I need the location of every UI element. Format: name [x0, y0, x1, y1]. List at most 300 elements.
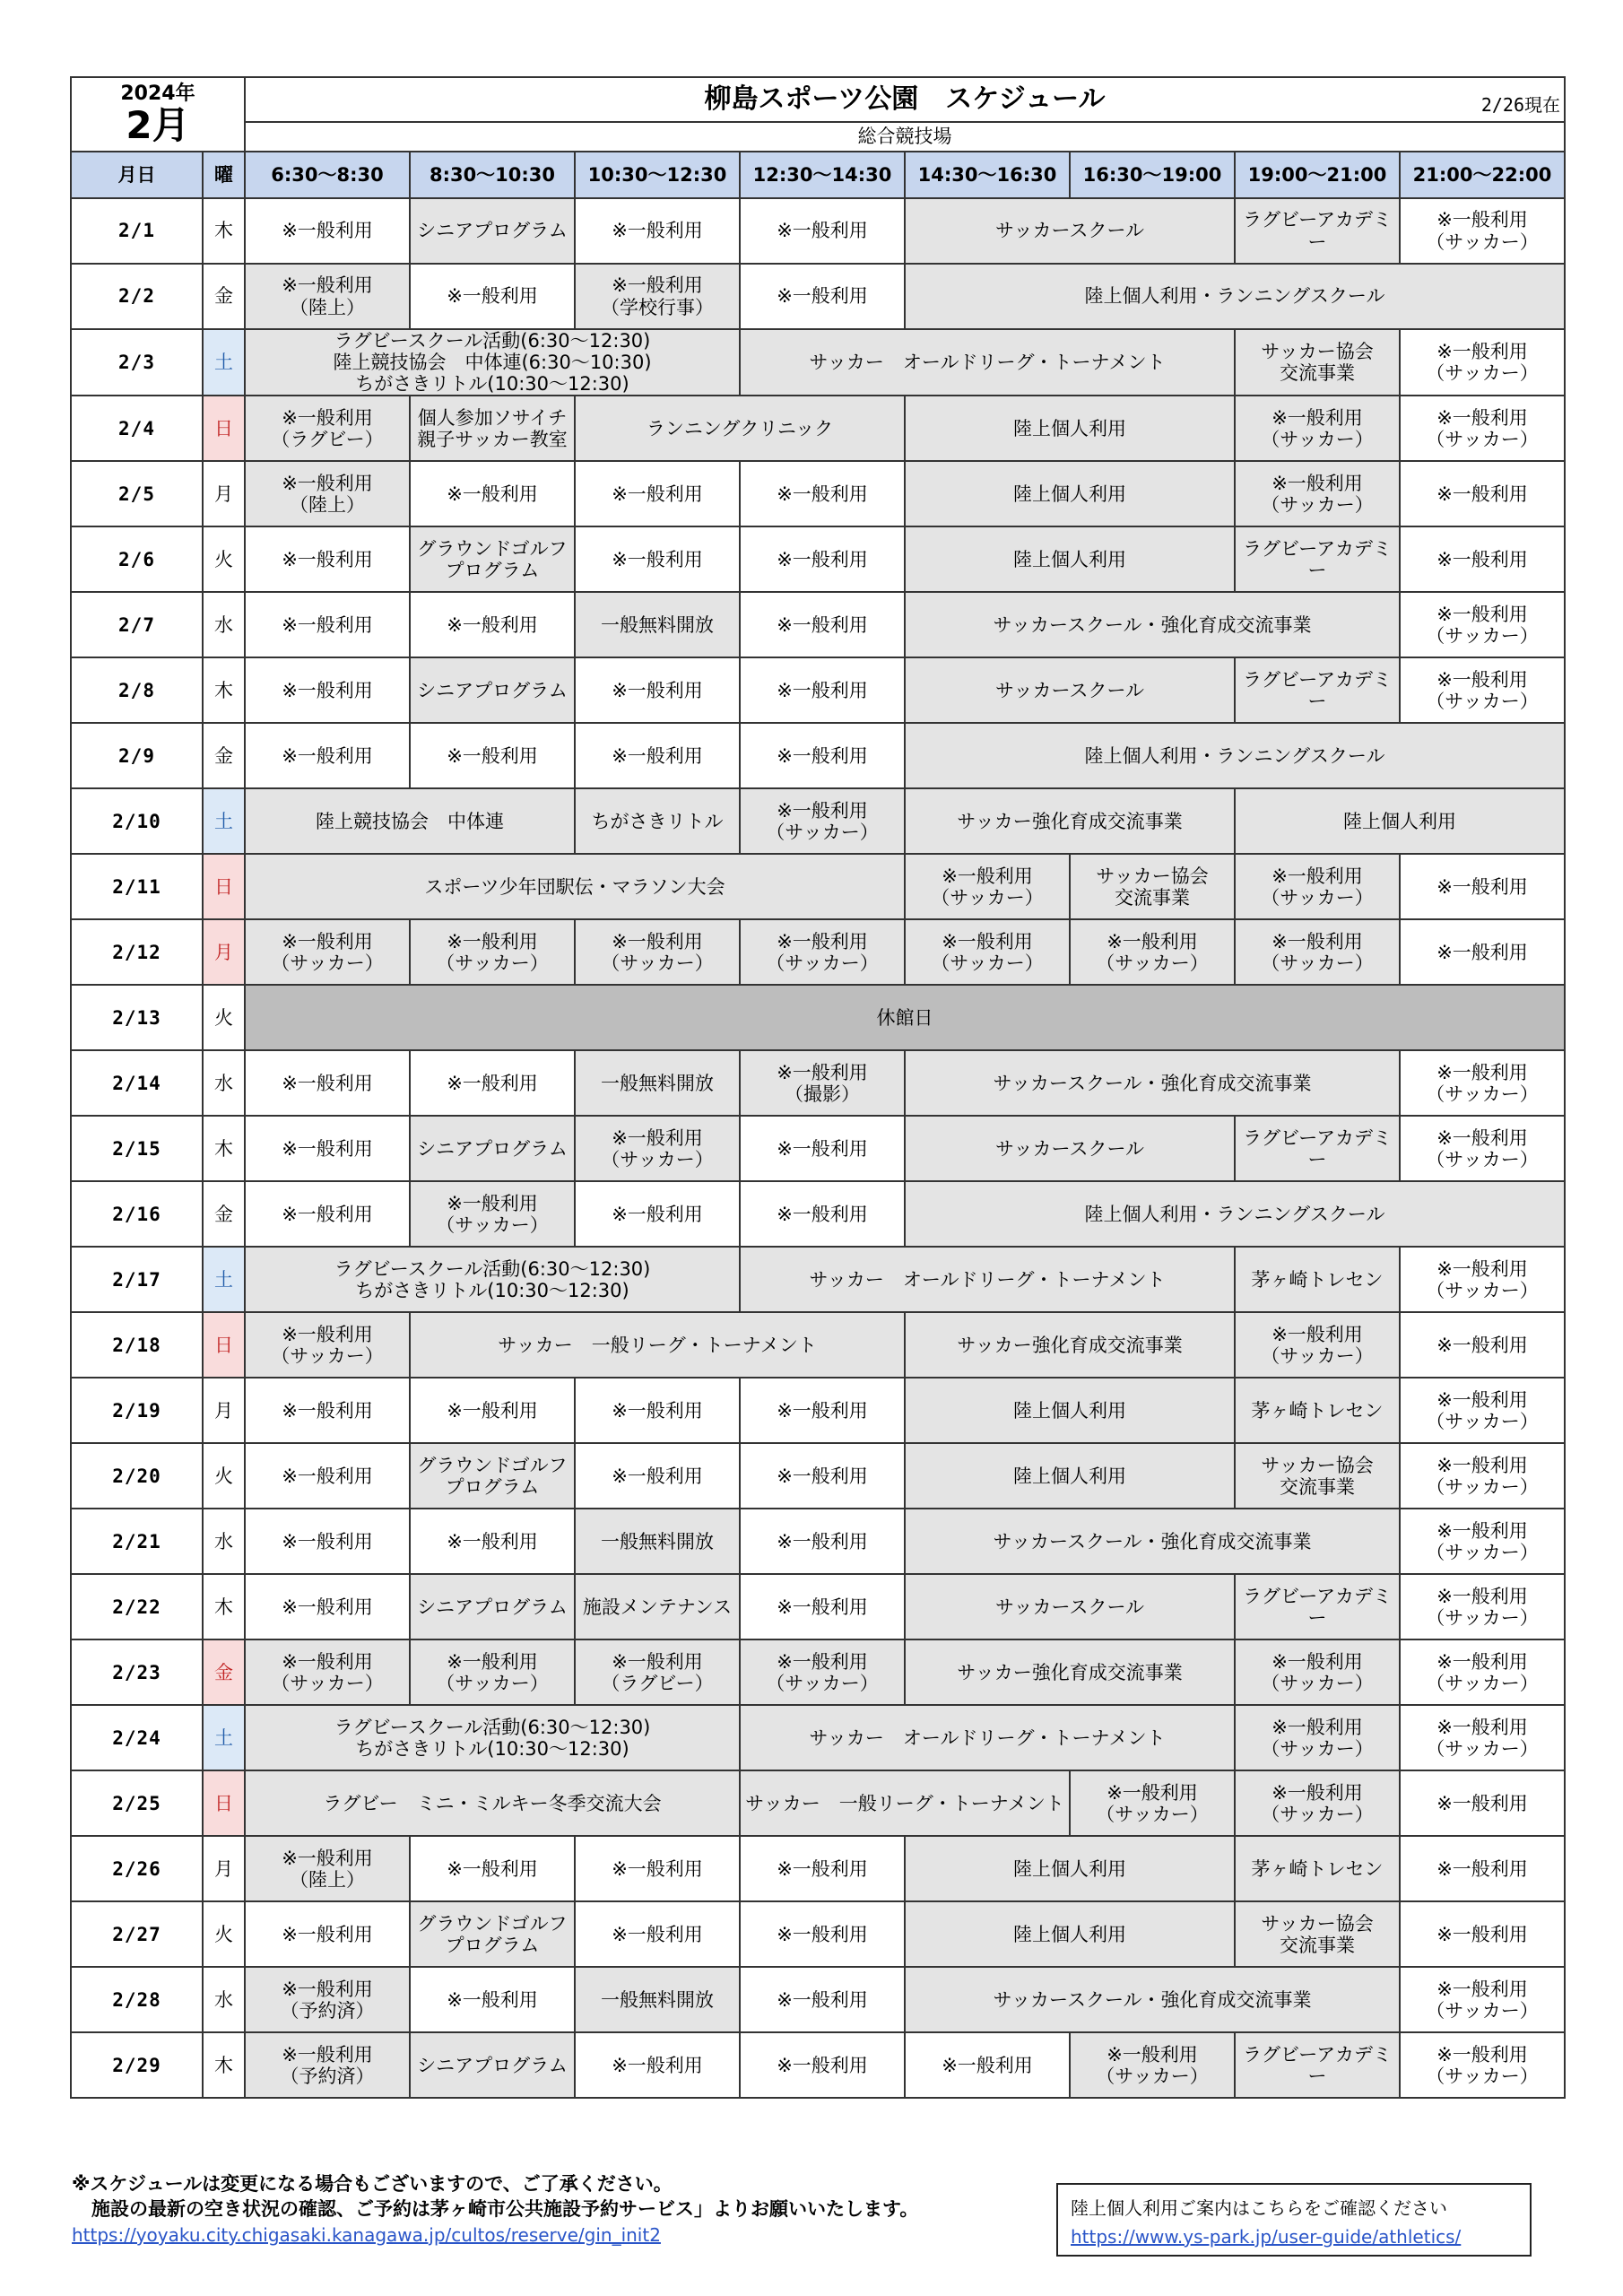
weekday-cell: 水 [203, 1967, 245, 2032]
slot-text: ※一般利用 （ラグビー） [601, 1650, 714, 1694]
slot-cell [1400, 1509, 1565, 1574]
slot-cell [905, 1901, 1235, 1967]
slot-cell [1235, 1378, 1400, 1443]
reservation-note: 施設の最新の空き状況の確認、ご予約は茅ヶ崎市公共施設予約サービス」よりお願いいたします。 [91, 2198, 919, 2220]
slot-cell [740, 1181, 905, 1247]
slot-cell [575, 592, 740, 657]
slot-cell [905, 264, 1565, 329]
closed-day-cell [245, 985, 1565, 1050]
slot-text: ※一般利用 （ラグビー） [271, 406, 384, 450]
slot-text: ※一般利用 [282, 1530, 373, 1552]
slot-cell [905, 198, 1235, 264]
slot-text: ※一般利用 （サッカー） [1261, 1650, 1374, 1694]
slot-text: ※一般利用 （サッカー） [766, 799, 879, 843]
slot-text: ※一般利用 [777, 1596, 868, 1618]
slot-cell [245, 592, 410, 657]
date-cell: 2/9 [71, 723, 203, 788]
slot-text: ※一般利用 （陸上） [282, 472, 373, 516]
slot-text: 陸上個人利用 [1013, 483, 1126, 505]
slot-text: シニアプログラム [417, 1596, 568, 1618]
slot-text: ラグビーアカデミー [1243, 2043, 1392, 2087]
slot-text: ※一般利用 [612, 679, 703, 701]
slot-text: ※一般利用 [1436, 483, 1528, 505]
slot-cell [245, 2032, 410, 2098]
slot-text: サッカースクール [994, 1137, 1145, 1160]
slot-text: ※一般利用 （陸上） [282, 274, 373, 318]
slot-text: サッカースクール・強化育成交流事業 [993, 1988, 1312, 2011]
slot-text: 茅ヶ崎トレセン [1251, 1399, 1384, 1422]
slot-cell [740, 264, 905, 329]
slot-text: ※一般利用 [282, 1137, 373, 1160]
slot-cell [905, 657, 1235, 723]
slot-cell [1400, 1705, 1565, 1770]
slot-cell [1400, 1116, 1565, 1181]
slot-cell [1235, 854, 1400, 919]
slot-text: ※一般利用 （サッカー） [931, 865, 1044, 909]
slot-text: 茅ヶ崎トレセン [1251, 1268, 1384, 1291]
date-cell: 2/18 [71, 1312, 203, 1378]
slot-text: ※一般利用 [612, 1399, 703, 1422]
slot-text: ちがさきリトル [591, 810, 724, 832]
slot-cell [1070, 854, 1235, 919]
weekday-cell: 土 [203, 1705, 245, 1770]
slot-cell [1235, 461, 1400, 526]
slot-text: ※一般利用 （サッカー） [1426, 1454, 1539, 1498]
slot-text: ※一般利用 [282, 744, 373, 767]
slot-text: ※一般利用 [282, 1072, 373, 1094]
slot-text: 陸上競技協会 中体連 [316, 810, 504, 832]
slot-cell [245, 1181, 410, 1247]
slot-cell [245, 1705, 740, 1770]
title-cell [245, 77, 1565, 122]
schedule-row [71, 1836, 1565, 1901]
slot-cell [245, 1050, 410, 1116]
date-cell: 2/20 [71, 1443, 203, 1509]
slot-text: ※一般利用 [612, 744, 703, 767]
slot-cell [410, 723, 575, 788]
slot-cell [740, 198, 905, 264]
slot-text: ※一般利用 [1436, 1334, 1528, 1356]
slot-text: サッカー 一般リーグ・トーナメント [745, 1792, 1064, 1814]
slot-text: ※一般利用 （学校行事） [601, 274, 714, 318]
schedule-row [71, 264, 1565, 329]
schedule-table [70, 76, 1566, 2099]
weekday-cell: 日 [203, 1312, 245, 1378]
slot-text: 陸上個人利用・ランニングスクール [1084, 1203, 1385, 1225]
slot-cell [575, 788, 740, 854]
slot-text: 個人参加ソサイチ 親子サッカー教室 [417, 406, 568, 450]
slot-cell [245, 264, 410, 329]
slot-text: ※一般利用 （サッカー） [436, 1192, 549, 1236]
slot-cell [1400, 1247, 1565, 1312]
slot-text: サッカー強化育成交流事業 [957, 1661, 1183, 1683]
schedule-row [71, 1639, 1565, 1705]
slot-text: シニアプログラム [417, 2054, 568, 2076]
col-header-slot-7: 19:00～21:00 [1235, 152, 1400, 198]
slot-cell [1235, 2032, 1400, 2098]
slot-text: ※一般利用 （サッカー） [1426, 2043, 1539, 2087]
slot-text: サッカースクール [994, 220, 1145, 242]
slot-text: ※一般利用 （予約済） [280, 1978, 375, 2022]
slot-cell [1235, 526, 1400, 592]
slot-cell [1400, 592, 1565, 657]
slot-cell [905, 1836, 1235, 1901]
header-row [71, 152, 1565, 198]
slot-text: サッカー協会 交流事業 [1261, 1454, 1374, 1498]
slot-cell [740, 657, 905, 723]
date-cell: 2/19 [71, 1378, 203, 1443]
slot-cell [740, 592, 905, 657]
slot-text: ※一般利用 （サッカー） [1426, 1585, 1539, 1629]
date-cell: 2/24 [71, 1705, 203, 1770]
slot-cell [740, 723, 905, 788]
slot-text: ※一般利用 （サッカー） [1426, 341, 1539, 385]
slot-cell [410, 1378, 575, 1443]
weekday-cell: 日 [203, 396, 245, 461]
schedule-row [71, 526, 1565, 592]
slot-cell [1235, 1443, 1400, 1509]
slot-cell [410, 1312, 905, 1378]
slot-cell [575, 1574, 740, 1639]
slot-text: ※一般利用 （サッカー） [1426, 209, 1539, 253]
reservation-link[interactable]: https://yoyaku.city.chigasaki.kanagawa.jp/cultos/reserve/gin_init2 [72, 2224, 661, 2246]
slot-text: ※一般利用 [282, 1923, 373, 1945]
slot-cell [740, 1509, 905, 1574]
schedule-row [71, 1116, 1565, 1181]
schedule-row [71, 396, 1565, 461]
slot-cell [905, 526, 1235, 592]
slot-text: ※一般利用 [282, 1465, 373, 1487]
schedule-row [71, 1443, 1565, 1509]
slot-cell [1235, 919, 1400, 985]
slot-cell [245, 1836, 410, 1901]
slot-text: ※一般利用 [282, 1596, 373, 1618]
slot-text: ※一般利用 （サッカー） [1261, 406, 1374, 450]
slot-cell [245, 919, 410, 985]
slot-text: ※一般利用 [447, 483, 538, 505]
slot-text: ※一般利用 [942, 2054, 1033, 2076]
slot-text: ラグビースクール活動(6:30～12:30) ちがさきリトル(10:30～12:30) [334, 1716, 651, 1760]
date-cell: 2/23 [71, 1639, 203, 1705]
slot-text: ラグビースクール活動(6:30～12:30) 陸上競技協会 中体連(6:30～10:30) ちがさきリトル(10:30～12:30) [333, 330, 652, 396]
slot-text: ※一般利用 [282, 548, 373, 570]
slot-cell [245, 1312, 410, 1378]
slot-text: ※一般利用 （サッカー） [1426, 1126, 1539, 1170]
date-cell: 2/4 [71, 396, 203, 461]
slot-cell [575, 461, 740, 526]
schedule-change-note: ※スケジュールは変更になる場合もございますので、ご了承ください。 [72, 2173, 673, 2195]
slot-cell [410, 592, 575, 657]
slot-text: 陸上個人利用 [1013, 1923, 1126, 1945]
slot-cell [1235, 1836, 1400, 1901]
schedule-row [71, 1050, 1565, 1116]
weekday-cell: 月 [203, 1836, 245, 1901]
date-cell: 2/6 [71, 526, 203, 592]
slot-text: ※一般利用 （予約済） [280, 2043, 375, 2087]
slot-text: ※一般利用 [282, 1399, 373, 1422]
slot-cell [575, 1181, 740, 1247]
slot-cell [575, 657, 740, 723]
slot-cell [245, 1574, 410, 1639]
slot-text: 陸上個人利用・ランニングスクール [1084, 285, 1385, 308]
weekday-cell: 木 [203, 1574, 245, 1639]
slot-text: ※一般利用 [447, 1857, 538, 1880]
schedule-row [71, 985, 1565, 1050]
year-month-cell [71, 77, 245, 152]
slot-text: 陸上個人利用 [1013, 1857, 1126, 1880]
slot-text: 茅ヶ崎トレセン [1251, 1857, 1384, 1880]
schedule-row [71, 1247, 1565, 1312]
date-cell: 2/1 [71, 198, 203, 264]
slot-cell [1235, 1312, 1400, 1378]
slot-text: サッカー協会 交流事業 [1096, 865, 1209, 909]
slot-cell [905, 1378, 1235, 1443]
slot-cell [245, 1639, 410, 1705]
slot-cell [1235, 198, 1400, 264]
athletics-info-title: 陸上個人利用ご案内はこちらをご確認ください [1071, 2197, 1447, 2219]
month-label: 2月 [126, 102, 190, 147]
slot-text: ※一般利用 （サッカー） [1426, 1978, 1539, 2022]
slot-text: ※一般利用 （サッカー） [1096, 1781, 1209, 1825]
schedule-row [71, 1574, 1565, 1639]
date-cell: 2/29 [71, 2032, 203, 2098]
slot-cell [740, 919, 905, 985]
slot-text: グラウンドゴルフ プログラム [417, 1912, 568, 1956]
schedule-row [71, 1378, 1565, 1443]
schedule-row [71, 788, 1565, 854]
slot-cell [410, 1574, 575, 1639]
slot-text: ※一般利用 （サッカー） [1426, 406, 1539, 450]
slot-cell [575, 919, 740, 985]
slot-cell [410, 1901, 575, 1967]
slot-text: サッカースクール [994, 1596, 1145, 1618]
slot-cell [905, 1639, 1235, 1705]
slot-text: ※一般利用 [447, 744, 538, 767]
slot-cell [1235, 1247, 1400, 1312]
slot-cell [740, 1967, 905, 2032]
slot-cell [1235, 1116, 1400, 1181]
slot-text: ※一般利用 （サッカー） [1261, 1716, 1374, 1760]
slot-cell [740, 329, 1235, 396]
col-header-slot-5: 14:30～16:30 [905, 152, 1070, 198]
slot-text: 一般無料開放 [601, 1072, 714, 1094]
slot-cell [740, 1247, 1235, 1312]
slot-cell [1235, 329, 1400, 396]
slot-cell [1235, 1639, 1400, 1705]
slot-cell [575, 1967, 740, 2032]
slot-cell [740, 1116, 905, 1181]
slot-text: ※一般利用 [1436, 941, 1528, 963]
slot-text: シニアプログラム [417, 1137, 568, 1160]
slot-cell [410, 1639, 575, 1705]
date-cell: 2/13 [71, 985, 203, 1050]
schedule-row [71, 329, 1565, 396]
slot-text: ※一般利用 [612, 2054, 703, 2076]
slot-cell [905, 1509, 1400, 1574]
slot-text: ※一般利用 [282, 613, 373, 636]
slot-text: ※一般利用 [777, 1857, 868, 1880]
slot-cell [905, 592, 1400, 657]
slot-cell [575, 1116, 740, 1181]
slot-cell [245, 788, 575, 854]
slot-cell [1400, 1443, 1565, 1509]
slot-cell [1235, 1574, 1400, 1639]
date-cell: 2/21 [71, 1509, 203, 1574]
slot-cell [410, 657, 575, 723]
weekday-cell: 火 [203, 526, 245, 592]
slot-cell [740, 1770, 1070, 1836]
slot-cell [245, 329, 740, 396]
slot-cell [1400, 657, 1565, 723]
slot-cell [740, 1901, 905, 1967]
slot-cell [1235, 1770, 1400, 1836]
slot-text: ※一般利用 [777, 1988, 868, 2011]
slot-cell [575, 526, 740, 592]
schedule-row [71, 1967, 1565, 2032]
slot-cell [245, 461, 410, 526]
slot-cell [1400, 1312, 1565, 1378]
slot-cell [905, 788, 1235, 854]
slot-cell [575, 264, 740, 329]
slot-text: サッカースクール・強化育成交流事業 [993, 1530, 1312, 1552]
slot-text: ※一般利用 （サッカー） [271, 1323, 384, 1367]
slot-text: ※一般利用 （サッカー） [436, 1650, 549, 1694]
schedule-row [71, 1181, 1565, 1247]
slot-text: ※一般利用 （サッカー） [1261, 1781, 1374, 1825]
slot-text: 陸上個人利用 [1013, 417, 1126, 439]
slot-cell [1400, 198, 1565, 264]
slot-text: ※一般利用 [612, 483, 703, 505]
slot-text: ラグビー ミニ・ミルキー冬季交流大会 [323, 1792, 662, 1814]
date-cell: 2/17 [71, 1247, 203, 1312]
slot-text: ※一般利用 [777, 1137, 868, 1160]
slot-text: ラグビーアカデミー [1243, 1585, 1392, 1629]
date-cell: 2/26 [71, 1836, 203, 1901]
slot-text: ※一般利用 （サッカー） [1096, 2043, 1209, 2087]
slot-cell [905, 1116, 1235, 1181]
date-cell: 2/28 [71, 1967, 203, 2032]
schedule-row [71, 2032, 1565, 2098]
weekday-cell: 月 [203, 461, 245, 526]
slot-cell [740, 526, 905, 592]
slot-text: グラウンドゴルフ プログラム [417, 537, 568, 581]
date-cell: 2/8 [71, 657, 203, 723]
slot-text: ※一般利用 [612, 1857, 703, 1880]
slot-text: ※一般利用 （サッカー） [1261, 930, 1374, 974]
slot-cell [575, 198, 740, 264]
slot-cell [1400, 854, 1565, 919]
date-cell: 2/14 [71, 1050, 203, 1116]
slot-cell [575, 396, 905, 461]
date-cell: 2/22 [71, 1574, 203, 1639]
slot-cell [1400, 1901, 1565, 1967]
slot-cell [905, 461, 1235, 526]
weekday-cell: 火 [203, 1443, 245, 1509]
date-cell: 2/16 [71, 1181, 203, 1247]
col-header-slot-3: 10:30～12:30 [575, 152, 740, 198]
slot-text: サッカースクール・強化育成交流事業 [993, 1072, 1312, 1094]
slot-cell [740, 788, 905, 854]
slot-cell [905, 1574, 1235, 1639]
slot-cell [245, 1770, 740, 1836]
slot-cell [1400, 461, 1565, 526]
slot-cell [905, 1967, 1400, 2032]
slot-cell [1400, 396, 1565, 461]
slot-cell [245, 198, 410, 264]
slot-text: ※一般利用 （サッカー） [1261, 472, 1374, 516]
slot-cell [905, 396, 1235, 461]
slot-cell [905, 1312, 1235, 1378]
slot-text: ※一般利用 [777, 483, 868, 505]
slot-text: ※一般利用 （サッカー） [1426, 1650, 1539, 1694]
weekday-cell: 金 [203, 723, 245, 788]
slot-cell [410, 264, 575, 329]
slot-text: ※一般利用 [612, 1203, 703, 1225]
slot-text: ※一般利用 [282, 679, 373, 701]
slot-text: ※一般利用 [447, 1530, 538, 1552]
weekday-cell: 土 [203, 1247, 245, 1312]
slot-cell [905, 919, 1070, 985]
athletics-info-link[interactable]: https://www.ys-park.jp/user-guide/athletics/ [1071, 2226, 1462, 2248]
slot-cell [575, 723, 740, 788]
slot-cell [1400, 1574, 1565, 1639]
slot-cell [410, 1181, 575, 1247]
slot-cell [575, 2032, 740, 2098]
slot-cell [1400, 2032, 1565, 2098]
slot-text: ※一般利用 （サッカー） [766, 1650, 879, 1694]
slot-text: ※一般利用 （サッカー） [931, 930, 1044, 974]
slot-text: 休館日 [876, 1006, 933, 1029]
slot-cell [1400, 919, 1565, 985]
slot-text: サッカー オールドリーグ・トーナメント [809, 1726, 1166, 1749]
slot-cell [410, 1050, 575, 1116]
slot-cell [740, 1443, 905, 1509]
slot-cell [410, 396, 575, 461]
weekday-cell: 木 [203, 657, 245, 723]
weekday-cell: 火 [203, 1901, 245, 1967]
slot-cell [740, 461, 905, 526]
slot-text: ※一般利用 （サッカー） [1426, 1388, 1539, 1432]
slot-text: ラグビーアカデミー [1243, 209, 1392, 253]
slot-cell [410, 526, 575, 592]
schedule-row [71, 1312, 1565, 1378]
schedule-row [71, 1705, 1565, 1770]
slot-cell [410, 461, 575, 526]
schedule-row [71, 1509, 1565, 1574]
slot-cell [245, 1901, 410, 1967]
slot-text: ※一般利用 （サッカー） [601, 1126, 714, 1170]
slot-cell [575, 1050, 740, 1116]
slot-cell [1400, 1639, 1565, 1705]
slot-text: ※一般利用 [777, 1399, 868, 1422]
col-header-slot-2: 8:30～10:30 [410, 152, 575, 198]
slot-text: ※一般利用 [777, 548, 868, 570]
slot-cell [1070, 1770, 1235, 1836]
slot-text: 陸上個人利用 [1343, 810, 1456, 832]
date-cell: 2/5 [71, 461, 203, 526]
weekday-cell: 木 [203, 2032, 245, 2098]
slot-text: ※一般利用 （サッカー） [1426, 1519, 1539, 1563]
slot-text: スポーツ少年団駅伝・マラソン大会 [424, 875, 725, 898]
slot-text: サッカー強化育成交流事業 [957, 810, 1183, 832]
slot-text: ※一般利用 [1436, 1792, 1528, 1814]
slot-cell [1400, 1967, 1565, 2032]
slot-text: ※一般利用 [777, 1203, 868, 1225]
slot-text: ※一般利用 （サッカー） [1261, 865, 1374, 909]
slot-cell [1235, 1901, 1400, 1967]
weekday-cell: 水 [203, 592, 245, 657]
schedule-row [71, 1901, 1565, 1967]
